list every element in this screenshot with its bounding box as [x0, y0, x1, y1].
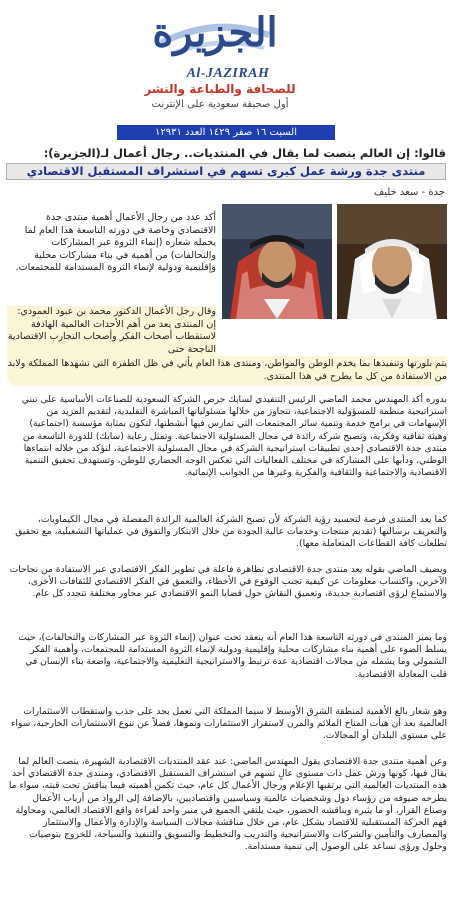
body-paragraph: وعن أهمية منتدى جدة الاقتصادي يقول المهندس الماضي: عند عقد المنتديات الاقتصادية الشهيرة، ينصت العالم لما يقال فيها، كونها ورش عمل ذات مستوى عالٍ تسهم في استشراف المستقبل الاقتصادي، ومنتدى جدة الاقتصادي أحد هذه المنتديات العالمية التي يرتقبها الإعلام ورجال الأعمال كل عام، حيث تكمن أهميته فيما يناقش تحت قبته، سواء ما يطرحه ضيوفه من رؤساء دول وشخصيات عالمية وسياسيين واقتصاديين، بالإضافة إلى الرواد من أرباب الأعمال وصناع القرار، أو ما يثيره ويناقشه الحضور، حيث يلتقي الجميع في منبر واحد لقراءة واقع الاقتصاد العالمي، ومحاولة فهم الحركة المستقبلية للاقتصاد بشكل عام، من خلال مناقشة مجالات السياسة والإدارة والأعمال والاستثمار والمصارف والتأمين والشركات والاستراتيجية والتدريب والتخطيط والتسويق والتنفيذ والسياحة، للخروج بتوصيات وحلول ورؤى تساعد على الوصول إلى تنمية مستدامة.	[8, 756, 447, 853]
headline-kicker: قالوا: إن العالم ينصت لما يقال في المنتديات.. رجال أعمال لـ(الجزيرة):	[43, 146, 446, 160]
body-paragraph: ويضيف الماضي بقوله يعد منتدى جدة الاقتصادي تظاهرة فاعلة في تطوير الفكر الاقتصادي عبر الاستفادة من نجاحات الآخرين، واكتساب معلومات عن كيفية تجنب الوقوع في الأخطاء، والتعمق في الفكر الاقتصادي للثقافات الأخرى، والاستماع لرؤى اقتصادية جديدة، وتعميق النقاش حول قضايا النمو الاقتصادي عبر محاور مختلفة تتجدد كل عام.	[9, 564, 447, 600]
portrait-left	[222, 204, 332, 319]
masthead-tagline: للصحافة والطباعة والنشر	[144, 82, 296, 96]
body-paragraph: بدوره أكد المهندس محمد الماضي الرئيس التنفيذي لسابك حرص الشركة السعودية للصناعات الأساسية على تبني استراتيجية منظمة للمسؤولية الاجتماعية، تتجاوز من خلالها مسئولياتها المباشرة التقليدية، لتقديم المزيد من الإسهامات في برامج خدمة وتنمية سائر المجتمعات التي تمارس فيها أنشطتها، لتكون بمثابة مؤسسة (اجتماعية) وهيئة ثقافية وفكرية، وتصبح شركة رائدة في مجال المسئولية الاجتماعية. وتمثل رعاية (سابك) للدورة التاسعة من منتدى جدة الاقتصادي إحدى تطبيقات استراتيجية الشركة في مجال المسئولية الاجتماعية، لتؤكد من خلاله انتماءها الوطني، ودأبها على المشاركة في مختلف الفعاليات التي تعكس الوجه الحضاري للوطن، وتستهدف تحقيق التنمية الاقتصادية والاجتماعية والثقافية والفكرية وغيرها من الجوانب الإنمائية.	[21, 394, 447, 479]
logo-arabic[interactable]: الجزيرة	[152, 9, 278, 56]
headline-main: منتدى جدة ورشة عمل كبرى تسهم في استشراف المستقبل الاقتصادي	[6, 163, 446, 180]
pull-quote: وقال رجل الأعمال الدكتور محمد بن عبود العمودي: إن المنتدى يعد من أهم الأحداث العالمية الهادفة لاستقطاب أصحاب الفكر وأصحاب التجارب الاقتصادية الناجحة حتى	[7, 306, 216, 355]
person-photo-icon	[222, 204, 332, 319]
intro-paragraph: أكد عدد من رجال الأعمال أهمية منتدى جدة الاقتصادي وخاصة في دورته التاسعة هذا العام لما يحمله شعاره (إنماء الثروة عبر المشاركات والتحالفات) من أهمية في بناء مشاركات محلية وإقليمية ودولية لإنماء الثروة المستدامة للمجتمعات.	[15, 212, 216, 273]
byline: جدة - سعد خليف	[373, 187, 445, 198]
body-paragraph: وهو شعار بالغ الأهمية لمنطقة الشرق الأوسط لا سيما المملكة التي تعمل بجد على جذب واستقطاب الاستثمارات العالمية بعد أن هيأت المناخ الملائم والمرن لاستقرار الاستثمارات ونموها، فضلاً عن تنوع الاستثمارات الخارجية، سواء على مستوى البلدان أو المجالات.	[11, 706, 447, 742]
person-photo-icon	[337, 204, 447, 319]
pull-quote-tail: يتم بلورتها وتنفيذها بما يخدم الوطن والمواطن، ومنتدى هذا العام يأتي في ظل الطفرة التي تشهدها المملكة ولابد من الاستفادة من كل ما يطرح في هذا المنتدى.	[7, 356, 447, 386]
portrait-right	[337, 204, 447, 319]
masthead-subtitle: أول صحيفة سعودية على الإنترنت	[151, 99, 289, 110]
masthead	[0, 0, 453, 125]
logo-latin[interactable]: Al-JAZIRAH	[186, 66, 270, 81]
photo-pair	[222, 204, 447, 319]
body-paragraph: وما يميز المنتدى في دورته التاسعة هذا العام أنه ينعقد تحت عنوان (إنماء الثروة عبر المشاركات والتحالفات)، حيث يسلط الضوء على أهمية بناء مشاركات محلية وإقليمية ودولية لإنماء الثروة المستدامة للمجتمعات، وأهمية الفكر الشمولي وما يشمله من مجالات اقتصادية عدة ترتبط والاستراتيجية التعليمية والاجتماعية، واضعة بناء الإنسان في قلب المعادلة الاقتصادية.	[18, 632, 447, 680]
issue-date-bar: السبت ١٦ صفر ١٤٢٩ العدد ١٢٩٣١	[117, 125, 335, 140]
body-paragraph: كما يعد المنتدى فرصة لتجسيد رؤية الشركة لأن تصبح الشركة العالمية الرائدة المفضلة في مجال الكيماويات، والتعريف برسالتها (تقديم منتجات وخدمات عالية الجودة من خلال الابتكار والتفوق في عملياتها التشغيلية، مع تحقيق تطلعات كافة القطاعات المتعاملة معها).	[15, 514, 447, 550]
